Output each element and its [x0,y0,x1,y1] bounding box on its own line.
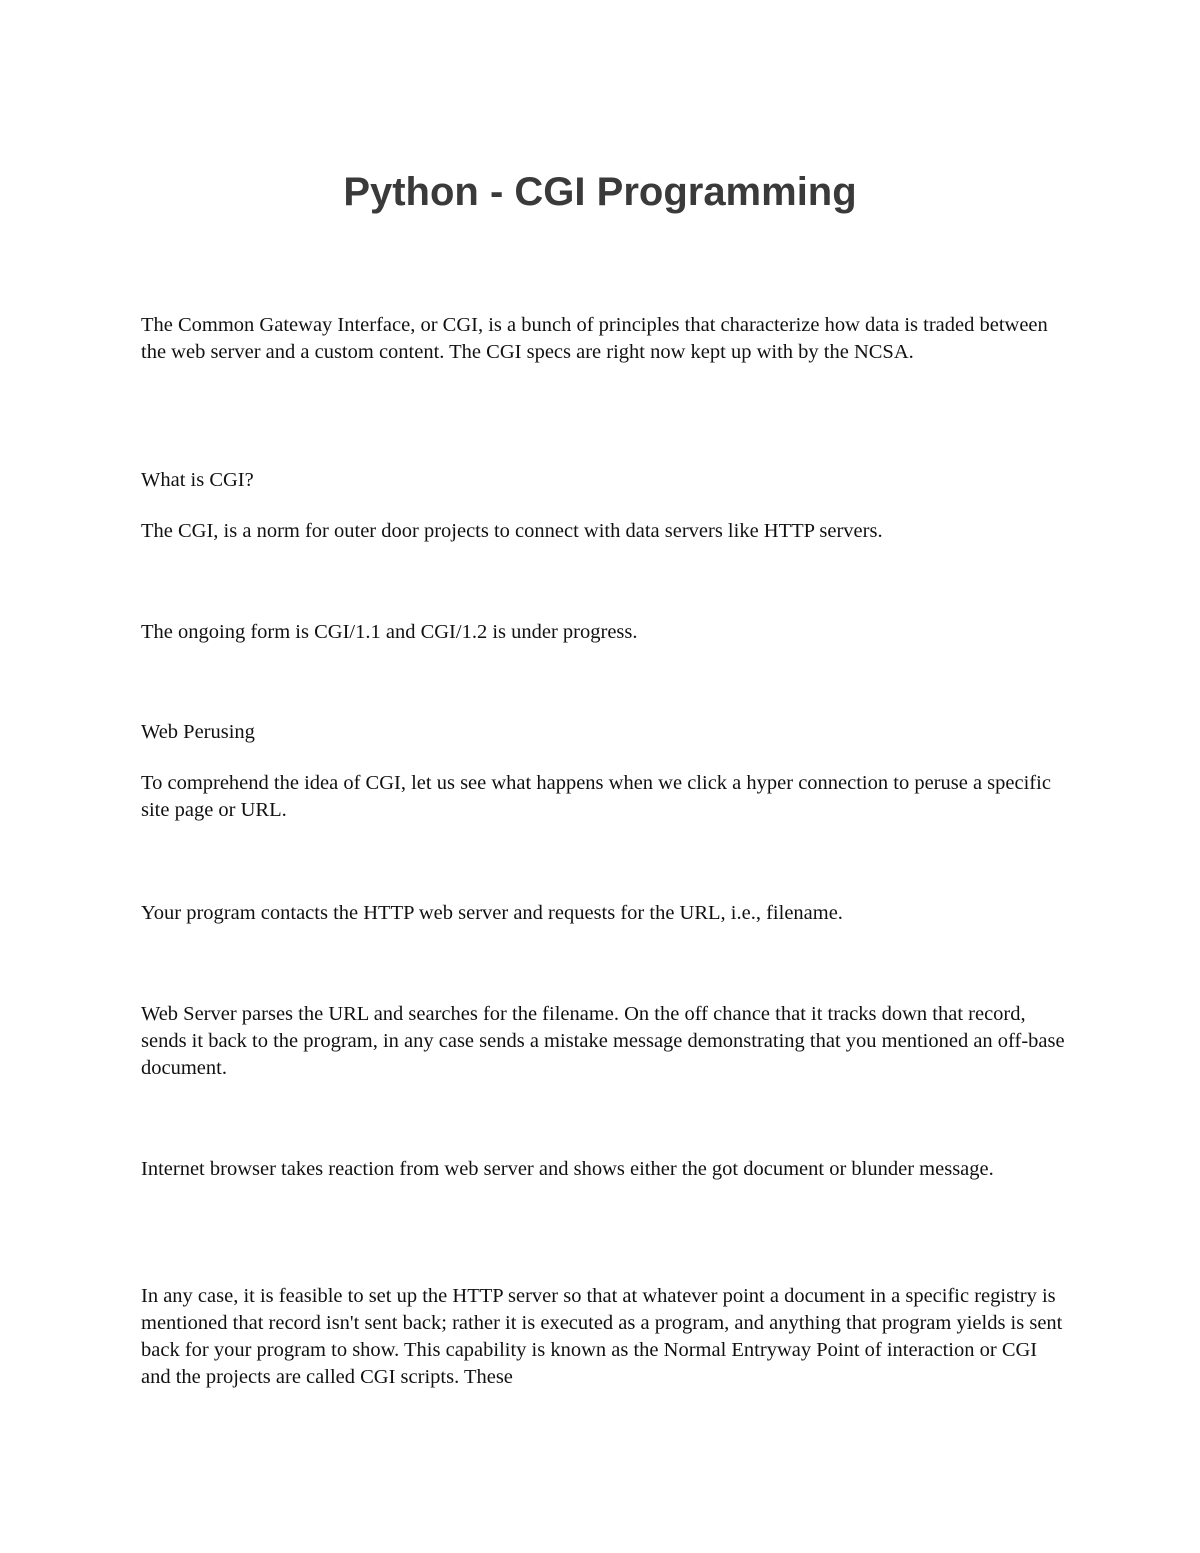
document-title: Python - CGI Programming [343,170,857,214]
heading-what-is-cgi: What is CGI? [141,469,254,491]
paragraph-browser-reaction: Internet browser takes reaction from web server and shows either the got document or blunder message. [141,1158,994,1180]
paragraph-program-contacts: Your program contacts the HTTP web server and requests for the URL, i.e., filename. [141,902,843,924]
paragraph-comprehend-cgi: To comprehend the idea of CGI, let us see what happens when we click a hyper connection to peruse a specific site page or URL. [141,772,1051,821]
paragraph-cgi-intro: The Common Gateway Interface, or CGI, is a bunch of principles that characterize how data is traded between the web server and a custom content. The CGI specs are right now kept up with by the NCSA. [141,314,1048,363]
paragraph-server-parses: Web Server parses the URL and searches for the filename. On the off chance that it tracks down that record, sends it back to the program, in any case sends a mistake message demonstrating that you mentioned an off-base document. [141,1003,1065,1079]
paragraph-cgi-norm: The CGI, is a norm for outer door projects to connect with data servers like HTTP servers. [141,520,883,542]
heading-web-perusing: Web Perusing [141,721,255,743]
paragraph-cgi-version: The ongoing form is CGI/1.1 and CGI/1.2 is under progress. [141,621,638,643]
paragraph-http-server-setup: In any case, it is feasible to set up the HTTP server so that at whatever point a document in a specific registry is mentioned that record isn't sent back; rather it is executed as a program, and anything that program yields is sent back for your program to show. This capability is known as the Normal Entryway Point of interaction or CGI and the projects are called CGI scripts. These [141,1285,1063,1388]
